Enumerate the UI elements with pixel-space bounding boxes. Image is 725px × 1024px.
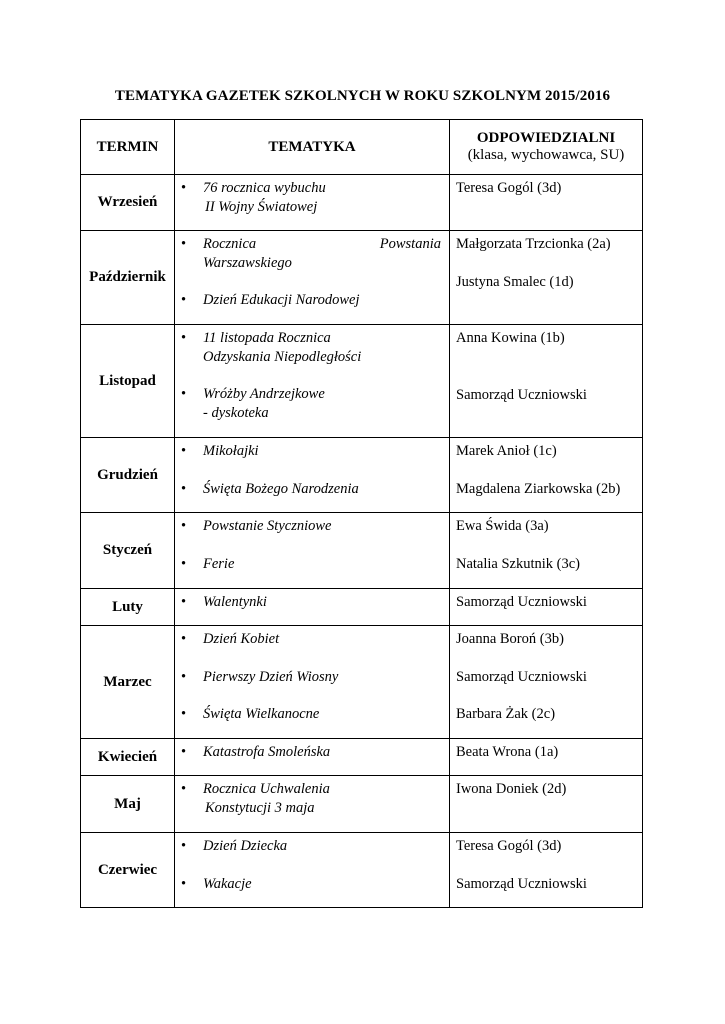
topics-cell [175,231,450,325]
people-cell [450,833,643,908]
topics-cell [175,833,450,908]
topic-line: Dzień Dziecka [203,838,288,854]
month-cell: Maj [81,776,175,833]
topics-cell [175,438,450,513]
month-cell: Październik [81,231,175,325]
topic-line: Konstytucji 3 maja [205,799,315,816]
topic-item [181,517,441,536]
table-row [81,833,643,908]
people-cell [450,325,643,438]
bullet-icon: • [181,330,187,346]
person-entry: Beata Wrona (1a) [456,744,559,760]
people-cell [450,513,643,589]
month-cell: Kwiecień [81,739,175,776]
topic-line: Święta Wielkanocne [203,706,320,722]
bullet-icon: • [181,631,187,647]
topic-line: - dyskoteka [203,404,269,421]
topic-item [181,837,441,856]
month-cell: Styczeń [81,513,175,589]
person-entry: Teresa Gogól (3d) [456,180,562,196]
bullet-icon: • [181,706,187,722]
topic-item [181,235,441,272]
topic-item [181,705,441,724]
topic-item [181,442,441,461]
topic-line: Święta Bożego Narodzenia [203,480,359,497]
people-cell [450,739,643,776]
table-row [81,776,643,833]
topic-item [181,385,441,422]
bullet-icon: • [181,386,187,402]
bullet-icon: • [181,744,187,760]
person-entry: Teresa Gogól (3d) [456,838,562,854]
person-entry: Marek Anioł (1c) [456,443,557,459]
topic-item [181,179,441,216]
month-cell: Czerwiec [81,833,175,908]
topic-item [181,780,441,817]
person-entry: Joanna Boroń (3b) [456,631,564,647]
person-entry: Natalia Szkutnik (3c) [456,555,581,572]
bullet-icon: • [181,668,187,685]
topic-line: II Wojny Światowej [205,198,318,215]
table-header-row [81,120,643,175]
topic-item [181,329,441,366]
document-title: TEMATYKA GAZETEK SZKOLNYCH W ROKU SZKOLNYM 2015/2016 [114,88,611,104]
bullet-icon: • [181,594,187,610]
person-entry: Barbara Żak (2c) [456,706,556,722]
bullet-icon: • [181,518,187,534]
table-row [81,175,643,231]
topic-line: Wróżby Andrzejkowe [203,386,325,402]
table-row [81,589,643,626]
topic-line: Ferie [203,555,235,572]
topic-line: Pierwszy Dzień Wiosny [203,668,339,685]
month-cell: Luty [81,589,175,626]
topic-line: Odzyskania Niepodległości [203,348,362,365]
topics-cell [175,325,450,438]
bullet-icon: • [181,480,187,497]
person-entry: Samorząd Uczniowski [456,386,587,403]
month-cell: Listopad [81,325,175,438]
topic-line: Rocznica Powstania [203,236,441,252]
person-entry: Samorząd Uczniowski [456,875,587,892]
bullet-icon: • [181,443,187,459]
topic-line: Wakacje [203,875,252,892]
header-odpowiedzialni-label: ODPOWIEDZIALNI [476,130,616,146]
topic-line: Dzień Edukacji Narodowej [203,292,360,308]
topic-item [181,593,441,612]
person-entry: Iwona Doniek (2d) [456,781,567,797]
people-cell [450,589,643,626]
table-row [81,626,643,739]
table-row [81,438,643,513]
topics-cell [175,513,450,589]
header-tematyka: TEMATYKA [175,120,450,175]
topics-cell [175,626,450,739]
person-entry: Małgorzata Trzcionka (2a) [456,236,611,252]
topic-item [181,875,441,894]
topic-item [181,668,441,687]
topic-line: Katastrofa Smoleńska [203,744,331,760]
topic-line: 76 rocznica wybuchu [203,180,326,196]
people-cell [450,776,643,833]
header-odpowiedzialni [450,120,643,175]
person-entry: Anna Kowina (1b) [456,330,565,346]
topics-cell [175,175,450,231]
topic-line: Rocznica Uchwalenia [203,781,330,797]
topic-item [181,630,441,649]
month-cell: Marzec [81,626,175,739]
bullet-icon: • [181,180,187,196]
topic-line: Powstanie Styczniowe [203,518,332,534]
topic-line: 11 listopada Rocznica [203,330,331,346]
table-row [81,325,643,438]
topics-cell [175,589,450,626]
bullet-icon: • [181,292,187,308]
person-entry: Samorząd Uczniowski [456,594,587,610]
topic-line: Mikołajki [203,443,259,459]
topics-cell [175,739,450,776]
table-row [81,513,643,589]
people-cell [450,231,643,325]
header-odpowiedzialni-sub: (klasa, wychowawca, SU) [467,147,625,163]
people-cell [450,626,643,739]
bullet-icon: • [181,875,187,892]
schedule-table [80,119,643,908]
topic-item [181,291,441,310]
topic-line: Walentynki [203,594,267,610]
table-row [81,739,643,776]
person-entry: Samorząd Uczniowski [456,668,587,685]
header-termin: TERMIN [81,120,175,175]
person-entry: Ewa Świda (3a) [456,518,549,534]
bullet-icon: • [181,838,187,854]
topic-item [181,480,441,499]
topic-line: Warszawskiego [203,254,292,271]
month-cell: Wrzesień [81,175,175,231]
month-cell: Grudzień [81,438,175,513]
topics-cell [175,776,450,833]
bullet-icon: • [181,555,187,572]
people-cell [450,438,643,513]
person-entry: Justyna Smalec (1d) [456,273,574,290]
topic-item [181,555,441,574]
people-cell [450,175,643,231]
topic-item [181,743,441,762]
person-entry: Magdalena Ziarkowska (2b) [456,480,621,497]
bullet-icon: • [181,781,187,797]
bullet-icon: • [181,236,187,252]
topic-line: Dzień Kobiet [203,631,280,647]
table-row [81,231,643,325]
